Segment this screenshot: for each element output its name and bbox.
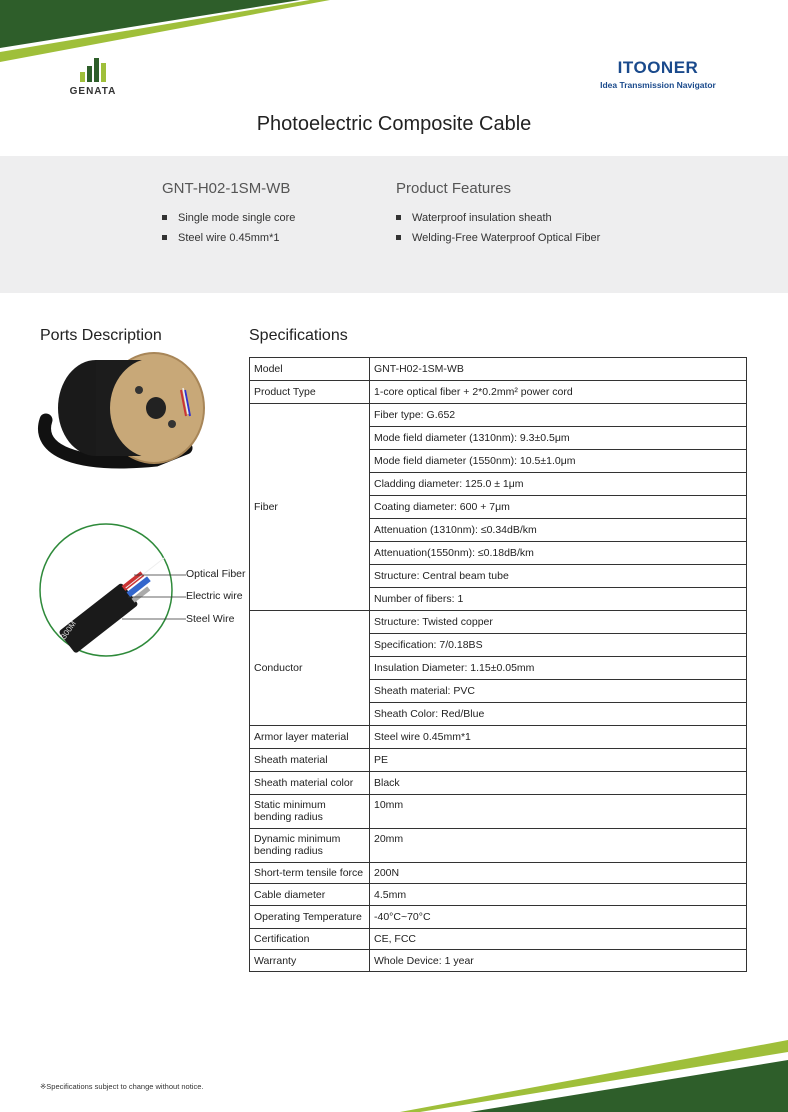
spec-label: Model bbox=[250, 358, 370, 381]
table-row bbox=[250, 749, 747, 772]
feature-point: Welding-Free Waterproof Optical Fiber bbox=[396, 232, 600, 244]
spec-value: Mode field diameter (1550nm): 10.5±1.0μm bbox=[370, 450, 747, 473]
genata-logo-text: GENATA bbox=[69, 86, 117, 97]
spec-value: Insulation Diameter: 1.15±0.05mm bbox=[370, 657, 747, 680]
spec-label-fiber: Fiber bbox=[250, 404, 370, 611]
spec-value: Coating diameter: 600 + 7μm bbox=[370, 496, 747, 519]
spec-label: Sheath material bbox=[250, 749, 370, 772]
spec-value: Specification: 7/0.18BS bbox=[370, 634, 747, 657]
cable-reel-image bbox=[36, 350, 216, 475]
spec-label: Sheath material color bbox=[250, 772, 370, 795]
spec-label: Cable diameter bbox=[250, 884, 370, 906]
ports-heading: Ports Description bbox=[40, 327, 162, 344]
specs-heading: Specifications bbox=[249, 327, 348, 344]
table-row bbox=[250, 884, 747, 906]
spec-label: Operating Temperature bbox=[250, 906, 370, 929]
spec-value: Steel wire 0.45mm*1 bbox=[370, 726, 747, 749]
model-heading: GNT-H02-1SM-WB bbox=[162, 180, 291, 197]
model-point: Steel wire 0.45mm*1 bbox=[162, 232, 280, 244]
callout-electric-wire: Electric wire bbox=[186, 590, 243, 602]
table-row bbox=[250, 726, 747, 749]
table-row bbox=[250, 404, 747, 427]
spec-value: 10mm bbox=[370, 795, 747, 829]
table-row bbox=[250, 863, 747, 884]
spec-value: Structure: Twisted copper bbox=[370, 611, 747, 634]
spec-value: Sheath Color: Red/Blue bbox=[370, 703, 747, 726]
spec-value: Sheath material: PVC bbox=[370, 680, 747, 703]
feature-point: Waterproof insulation sheath bbox=[396, 212, 552, 224]
spec-label: Static minimum bending radius bbox=[250, 795, 370, 829]
callout-optical-fiber: Optical Fiber bbox=[186, 568, 246, 580]
spec-value: PE bbox=[370, 749, 747, 772]
bullet-square-icon bbox=[162, 235, 167, 240]
spec-value: 4.5mm bbox=[370, 884, 747, 906]
spec-value: Attenuation (1310nm): ≤0.34dB/km bbox=[370, 519, 747, 542]
summary-band bbox=[0, 156, 788, 293]
bullet-square-icon bbox=[396, 215, 401, 220]
footnote: ※Specifications subject to change without notice. bbox=[40, 1082, 204, 1091]
specifications-table bbox=[249, 357, 747, 972]
table-row bbox=[250, 772, 747, 795]
bullet-square-icon bbox=[162, 215, 167, 220]
itooner-brand: ITOONER bbox=[617, 58, 699, 77]
spec-label: Dynamic minimum bending radius bbox=[250, 829, 370, 863]
table-row bbox=[250, 950, 747, 972]
spec-value: Cladding diameter: 125.0 ± 1μm bbox=[370, 473, 747, 496]
itooner-tagline: Idea Transmission Navigator bbox=[600, 80, 716, 90]
table-row bbox=[250, 381, 747, 404]
table-row bbox=[250, 906, 747, 929]
table-row bbox=[250, 358, 747, 381]
spec-value: Structure: Central beam tube bbox=[370, 565, 747, 588]
spec-label: Warranty bbox=[250, 950, 370, 972]
spec-value: 1-core optical fiber + 2*0.2mm² power cord bbox=[370, 381, 747, 404]
spec-value: 20mm bbox=[370, 829, 747, 863]
spec-value: Attenuation(1550nm): ≤0.18dB/km bbox=[370, 542, 747, 565]
model-point: Single mode single core bbox=[162, 212, 295, 224]
spec-label: Product Type bbox=[250, 381, 370, 404]
spec-value: Mode field diameter (1310nm): 9.3±0.5μm bbox=[370, 427, 747, 450]
spec-value: CE, FCC bbox=[370, 929, 747, 950]
callout-steel-wire: Steel Wire bbox=[186, 613, 235, 625]
table-row bbox=[250, 929, 747, 950]
spec-value: Black bbox=[370, 772, 747, 795]
features-heading: Product Features bbox=[396, 180, 512, 197]
table-row bbox=[250, 611, 747, 634]
spec-label: Certification bbox=[250, 929, 370, 950]
bars-logo-icon bbox=[80, 58, 106, 82]
spec-value: 200N bbox=[370, 863, 747, 884]
itooner-logo bbox=[588, 58, 728, 90]
spec-value: GNT-H02-1SM-WB bbox=[370, 358, 747, 381]
spec-value: Fiber type: G.652 bbox=[370, 404, 747, 427]
page-title: Photoelectric Composite Cable bbox=[256, 113, 532, 135]
spec-label: Armor layer material bbox=[250, 726, 370, 749]
genata-logo bbox=[68, 58, 118, 100]
bullet-square-icon bbox=[396, 235, 401, 240]
footer-stripes bbox=[0, 1030, 788, 1112]
cable-marking: 300M bbox=[59, 619, 78, 641]
spec-value: Whole Device: 1 year bbox=[370, 950, 747, 972]
spec-value: -40°C~70°C bbox=[370, 906, 747, 929]
spec-value: Number of fibers: 1 bbox=[370, 588, 747, 611]
spec-label-conductor: Conductor bbox=[250, 611, 370, 726]
table-row bbox=[250, 829, 747, 863]
spec-label: Short-term tensile force bbox=[250, 863, 370, 884]
table-row bbox=[250, 795, 747, 829]
